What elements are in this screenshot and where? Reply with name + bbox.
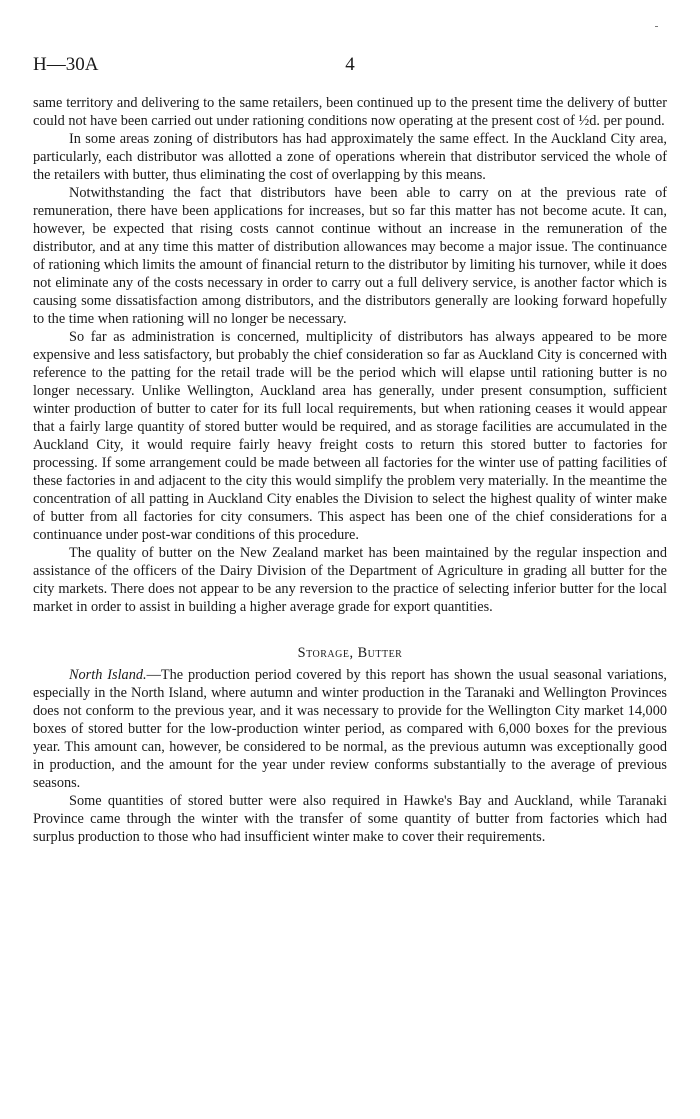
corner-mark [655,26,658,27]
paragraph-quality: The quality of butter on the New Zealand market has been maintained by the regular inspection and assistance of the officers of the Dairy Division of the Department of Agriculture in grading all butter for the city markets. There does not appear to be any reversion to the practice of selecting inferior butter for the local market in order to assist in building a higher average grade for export quantities. [33,545,667,615]
paragraph-north-island-text: —The production period covered by this report has shown the usual seasonal variations, especially in the North Island, where autumn and winter production in the Taranaki and Wellington Provinces does not conform to the previous year, and it was necessary to provide for the Wellington City market 14,000 boxes of stored butter for the low-production winter period, as compared with 6,000 boxes for the previous year. This amount can, however, be considered to be normal, as the previous autumn was exceptionally good in production, and the amount for the year under review conforms substantially to the average of previous seasons. [33,667,667,791]
paragraph-continued: same territory and delivering to the same retailers, been continued up to the present time the delivery of butter could not have been carried out under rationing conditions now operating at the present cost of ½d. per pound. [33,95,667,129]
paragraph-north-island [33,666,667,792]
paragraph-stored-butter: Some quantities of stored butter were also required in Hawke's Bay and Auckland, while Taranaki Province came through the winter with the transfer of some quantity of butter from factories which had surplus production to those who had insufficient winter make to cover their requirements. [33,793,667,845]
document-reference: H—30A [33,54,99,75]
paragraph-zoning: In some areas zoning of distributors has had approximately the same effect. In the Auckland City area, particularly, each distributor was allotted a zone of operations wherein that distributor serviced the whole of the retailers with butter, thus eliminating the cost of overlapping by this means. [33,131,667,183]
section-heading: Storage, Butter [297,645,403,661]
paragraph-administration: So far as administration is concerned, multiplicity of distributors has always appeared to be more expensive and less satisfactory, but probably the chief consideration so far as Auckland City is concerned with reference to the patting for the retail trade will be the period which will elapse until rationing butter is no longer necessary. Unlike Wellington, Auckland area has generally, under present consumption, sufficient winter production of butter to cater for its full local requirements, but when rationing ceases it would appear that a fairly large quantity of stored butter would be required, and as storage facilities are accumulated in the Auckland City, it would require fairly heavy freight costs to return this stored butter to factories for processing. If some arrangement could be made between all factories for the winter use of patting facilities of these factories in and adjacent to the city this would simplify the problem very materially. In the meantime the concentration of all patting in Auckland City enables the Division to select the highest quality of winter make of butter from all factories for city consumers. This aspect has been one of the chief considerations for a continuance under post-war conditions of this procedure. [33,329,667,543]
paragraph-remuneration: Notwithstanding the fact that distributors have been able to carry on at the previous rate of remuneration, there have been applications for increases, but so far this matter has not become acute. It can, however, be expected that rising costs cannot continue without an increase in the remuneration of the distributor, and at any time this matter of distribution allowances may become a major issue. The continuance of rationing which limits the amount of financial return to the distributor by limiting his turnover, while it does not eliminate any of the costs necessary in order to carry out a full delivery service, is another factor which is causing some dissatisfaction among distributors, and the distributors generally are looking forward hopefully to the time when rationing will no longer be necessary. [33,185,667,327]
section-lead: North Island. [69,667,147,683]
page-header [33,54,667,80]
page-number: 4 [345,54,355,75]
document-body [33,94,667,846]
